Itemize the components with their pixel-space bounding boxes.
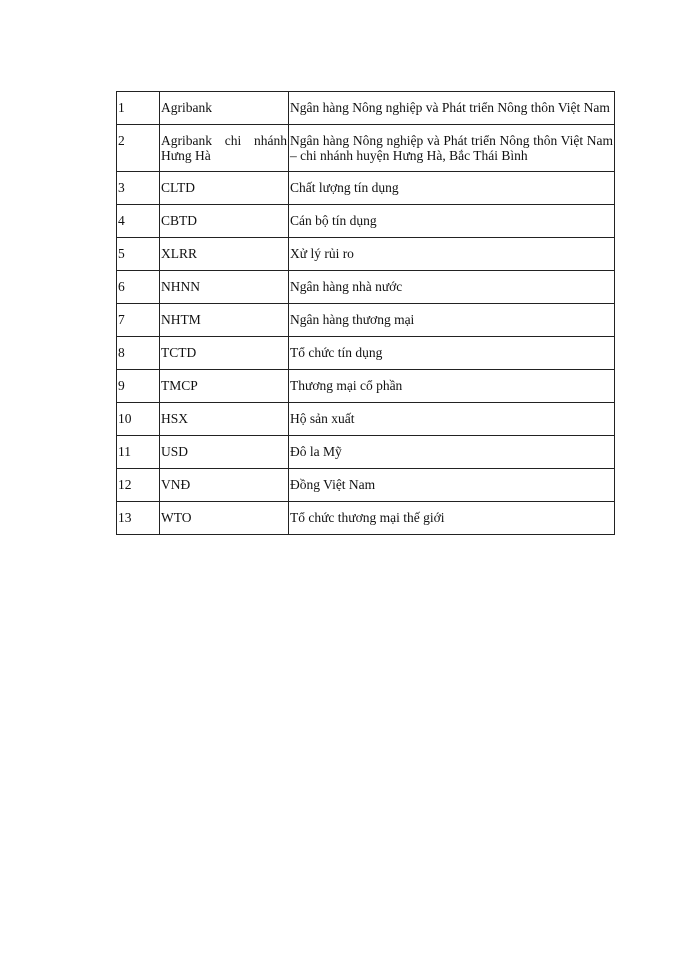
abbreviation: Agribank chi nhánh Hưng Hà xyxy=(160,125,289,172)
table-row xyxy=(117,172,615,205)
abbreviation-meaning: Xử lý rủi ro xyxy=(289,238,615,271)
abbreviation-meaning: Thương mại cổ phần xyxy=(289,370,615,403)
row-number: 4 xyxy=(117,205,160,238)
abbreviation: CLTD xyxy=(160,172,289,205)
table-row xyxy=(117,436,615,469)
abbreviation-meaning: Tổ chức thương mại thế giới xyxy=(289,502,615,535)
table-row xyxy=(117,271,615,304)
table-row xyxy=(117,92,615,125)
table-row xyxy=(117,403,615,436)
abbreviation-meaning: Ngân hàng nhà nước xyxy=(289,271,615,304)
abbreviation: NHTM xyxy=(160,304,289,337)
abbreviation: HSX xyxy=(160,403,289,436)
table-row xyxy=(117,205,615,238)
abbreviation: Agribank xyxy=(160,92,289,125)
abbreviation: CBTD xyxy=(160,205,289,238)
table-row xyxy=(117,370,615,403)
table-row xyxy=(117,238,615,271)
abbreviation: WTO xyxy=(160,502,289,535)
table-row xyxy=(117,502,615,535)
abbreviation-meaning: Đô la Mỹ xyxy=(289,436,615,469)
row-number: 11 xyxy=(117,436,160,469)
abbreviation: VNĐ xyxy=(160,469,289,502)
row-number: 9 xyxy=(117,370,160,403)
row-number: 10 xyxy=(117,403,160,436)
abbreviation-meaning: Đồng Việt Nam xyxy=(289,469,615,502)
table-row xyxy=(117,125,615,172)
row-number: 12 xyxy=(117,469,160,502)
abbreviation: TCTD xyxy=(160,337,289,370)
abbreviation-meaning: Chất lượng tín dụng xyxy=(289,172,615,205)
row-number: 3 xyxy=(117,172,160,205)
row-number: 7 xyxy=(117,304,160,337)
abbreviation-meaning: Tổ chức tín dụng xyxy=(289,337,615,370)
abbreviation: TMCP xyxy=(160,370,289,403)
table-row xyxy=(117,469,615,502)
abbreviation-meaning: Cán bộ tín dụng xyxy=(289,205,615,238)
abbreviation-meaning: Ngân hàng Nông nghiệp và Phát triển Nông thôn Việt Nam xyxy=(289,92,615,125)
row-number: 8 xyxy=(117,337,160,370)
abbreviation-table xyxy=(116,91,615,535)
abbreviation: NHNN xyxy=(160,271,289,304)
row-number: 2 xyxy=(117,125,160,172)
row-number: 13 xyxy=(117,502,160,535)
abbreviation-meaning: Ngân hàng Nông nghiệp và Phát triển Nông thôn Việt Nam – chi nhánh huyện Hưng Hà, Bắc Thái Bình xyxy=(289,125,615,172)
row-number: 6 xyxy=(117,271,160,304)
abbreviation-meaning: Hộ sản xuất xyxy=(289,403,615,436)
abbreviation: USD xyxy=(160,436,289,469)
table-row xyxy=(117,337,615,370)
table-row xyxy=(117,304,615,337)
row-number: 1 xyxy=(117,92,160,125)
abbreviation-meaning: Ngân hàng thương mại xyxy=(289,304,615,337)
abbreviation: XLRR xyxy=(160,238,289,271)
row-number: 5 xyxy=(117,238,160,271)
